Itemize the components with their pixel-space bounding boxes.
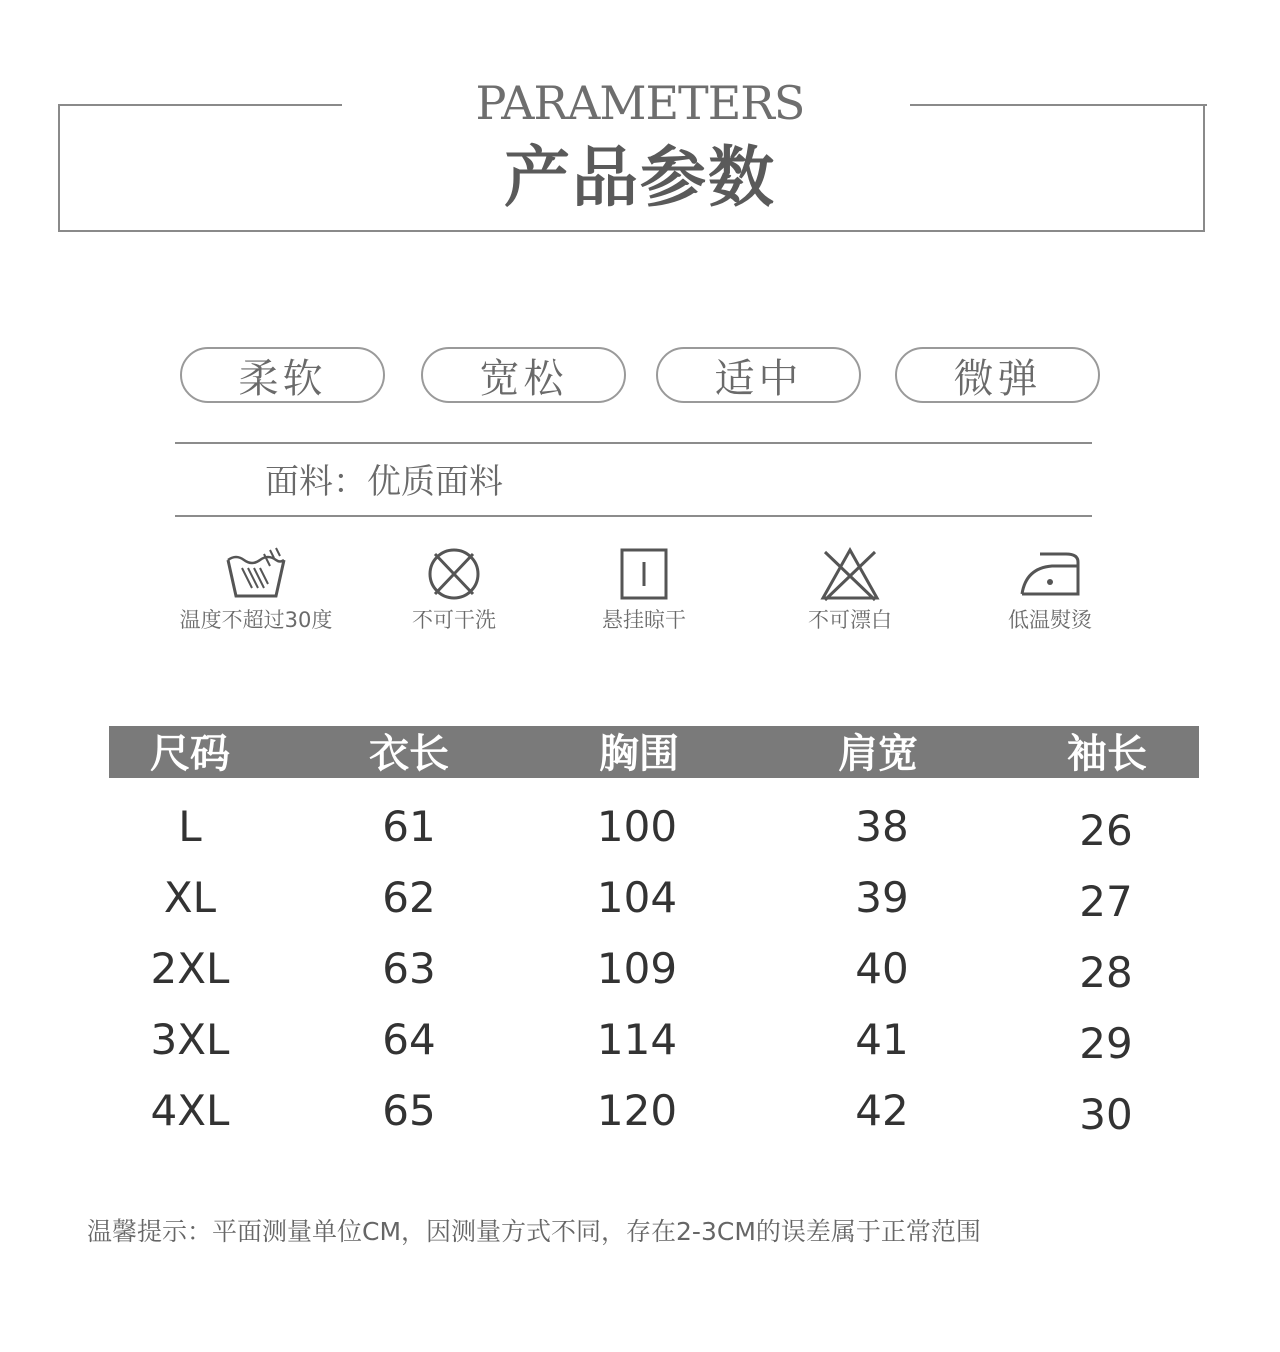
size-table <box>109 726 1199 1139</box>
cell-length: 65 <box>382 1086 436 1135</box>
table-row <box>109 991 1199 1068</box>
header-length: 衣长 <box>369 731 449 777</box>
low-iron-icon <box>1018 546 1082 602</box>
care-label: 不可干洗 <box>412 608 496 632</box>
cell-chest: 100 <box>596 802 678 851</box>
cell-shoulder: 39 <box>855 873 909 922</box>
cell-sleeve: 30 <box>1079 1090 1133 1139</box>
cell-size: 3XL <box>150 1015 230 1064</box>
table-row <box>109 849 1199 926</box>
cell-shoulder: 41 <box>855 1015 909 1064</box>
cell-shoulder: 40 <box>855 944 909 993</box>
cell-length: 64 <box>382 1015 436 1064</box>
cell-chest: 114 <box>596 1015 678 1064</box>
care-label: 悬挂晾干 <box>602 608 686 632</box>
hang-dry-icon <box>619 546 669 602</box>
header-sleeve: 袖长 <box>1067 731 1147 777</box>
care-label: 低温熨烫 <box>1008 608 1092 632</box>
page-title: 产品参数 <box>504 139 776 216</box>
cell-size: 2XL <box>150 944 230 993</box>
cell-chest: 109 <box>596 944 678 993</box>
no-bleach-icon <box>819 546 881 602</box>
measurement-tip: 温馨提示：平面测量单位CM，因测量方式不同，存在2-3CM的误差属于正常范围 <box>87 1217 981 1246</box>
care-label: 不可漂白 <box>808 608 892 632</box>
care-item-bleach <box>740 546 960 634</box>
cell-shoulder: 42 <box>855 1086 909 1135</box>
care-item-iron <box>940 546 1160 634</box>
tag-stretch: 微弹 <box>895 347 1100 403</box>
care-item-wash <box>146 546 366 634</box>
table-row <box>109 778 1199 855</box>
header-size: 尺码 <box>150 731 230 777</box>
cell-chest: 104 <box>596 873 678 922</box>
no-dry-clean-icon <box>425 546 483 602</box>
header-chest: 胸围 <box>599 731 679 777</box>
cell-sleeve: 28 <box>1079 948 1133 997</box>
tag-loose: 宽松 <box>421 347 626 403</box>
wash-30-icon <box>224 546 288 602</box>
cell-length: 61 <box>382 802 436 851</box>
cell-length: 62 <box>382 873 436 922</box>
care-item-dry-clean <box>344 546 564 634</box>
cell-size: XL <box>163 873 217 922</box>
divider-bottom <box>175 515 1092 517</box>
care-label: 温度不超过30度 <box>179 608 333 632</box>
cell-sleeve: 29 <box>1079 1019 1133 1068</box>
cell-size: L <box>178 802 202 851</box>
tag-soft: 柔软 <box>180 347 385 403</box>
cell-size: 4XL <box>150 1086 230 1135</box>
divider-top <box>175 442 1092 444</box>
cell-length: 63 <box>382 944 436 993</box>
table-row <box>109 1062 1199 1139</box>
table-header <box>109 726 1199 778</box>
table-row <box>109 920 1199 997</box>
tag-medium: 适中 <box>656 347 861 403</box>
header-shoulder: 肩宽 <box>838 731 918 777</box>
cell-chest: 120 <box>596 1086 678 1135</box>
fabric-label: 面料：优质面料 <box>265 462 503 502</box>
care-item-hang-dry <box>534 546 754 634</box>
cell-shoulder: 38 <box>855 802 909 851</box>
cell-sleeve: 26 <box>1079 806 1133 855</box>
cell-sleeve: 27 <box>1079 877 1133 926</box>
title-en: PARAMETERS <box>475 76 805 130</box>
